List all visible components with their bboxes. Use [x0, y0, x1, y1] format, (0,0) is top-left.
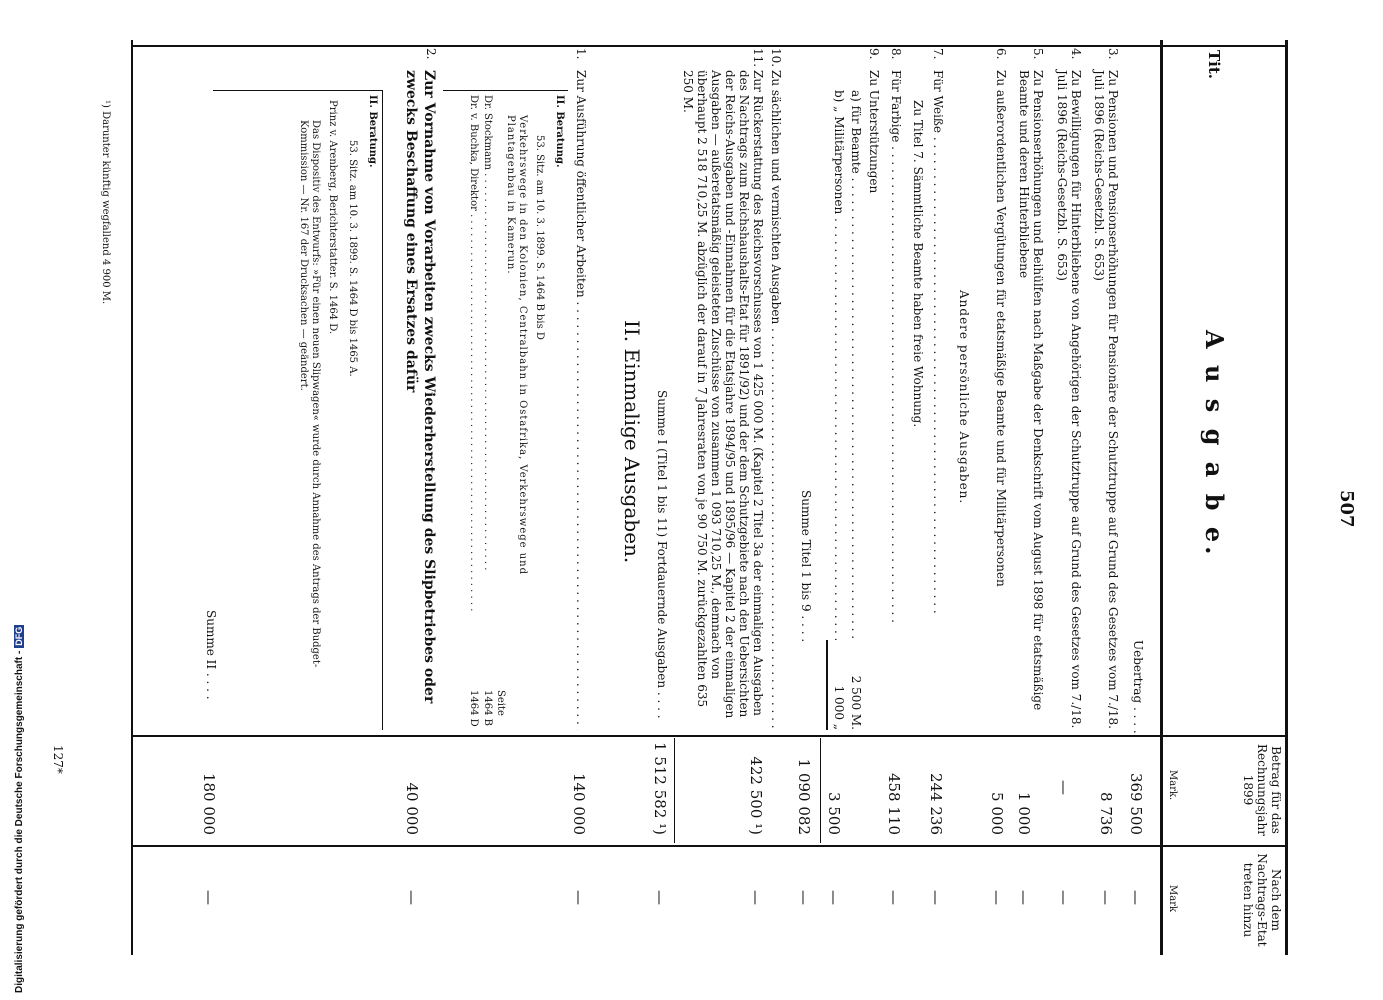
e1-text: Zur Ausführung öffentlicher Arbeiten . . . — [574, 70, 588, 730]
e1-seite: Seite — [495, 690, 506, 716]
row-7-nach: — — [927, 890, 945, 905]
col-nach-header: Nach dem Nachtrags-Etat treten hinzu — [1241, 853, 1283, 947]
table-bottom-rule — [131, 40, 133, 955]
uebertrag-nach: — — [1127, 890, 1145, 905]
row-8-betrag: 458 110 — [885, 772, 903, 835]
e1-topic: Verkehrswege in den Kolonien, Centralbahn in Ostafrika, Verkehrswege und Plantagenbau in Kamerun. — [505, 115, 528, 576]
e1-person-1: Dr. Stockmann . . . — [481, 95, 493, 670]
row-10-nr: 10. — [769, 48, 783, 68]
e2-nach: — — [403, 890, 421, 905]
bottom-mark: 127* — [51, 745, 65, 774]
e2-bracket-top — [382, 90, 383, 730]
row-5-betrag: 1 000 — [1015, 792, 1033, 835]
row-9-betrag: 3 500 — [825, 792, 843, 835]
row-10-text: Zu sächlichen und vermischten Ausgaben . . . — [769, 70, 783, 730]
e1-nr: 1. — [574, 48, 588, 60]
row-9-nach: — — [825, 890, 843, 905]
row-7-betrag: 244 236 — [927, 772, 945, 835]
table-title: A u s g a b e. — [1200, 330, 1229, 559]
row-9b-text: b) „ Militärpersonen . . . — [832, 90, 846, 640]
row-4-betrag: — — [1055, 780, 1073, 795]
col-nach-rule — [133, 845, 1288, 847]
uebertrag-value: 369 500 — [1127, 772, 1145, 835]
uebertrag-label: Uebertrag . . . . — [1131, 640, 1145, 734]
section-other-heading: Andere persönliche Ausgaben. — [957, 290, 971, 505]
row-9-underline — [826, 640, 828, 730]
row-6-text: Zu außerordentlichen Vergütungen für etatsmäßige Beamte und für Militärpersonen — [994, 70, 1008, 587]
row-3-nach: — — [1097, 890, 1115, 905]
row-9-text: Zu Unterstützungen — [867, 70, 881, 194]
row-4-text: Zu Bewilligungen für Hinterbliebene von Angehörigen der Schutztruppe auf Grund des Gesetzes vom 7./18. Juli 1896 (Reichs-Gesetzbl. S. 653) — [1055, 70, 1083, 729]
row-7-note: Zu Titel 7. Sämmtliche Beamte haben freie Wohnung. — [911, 100, 925, 428]
col-betrag-header: Betrag für das Rechnungsjahr 1899 — [1241, 744, 1283, 836]
dfg-logo-icon: DFG — [14, 626, 24, 646]
e2-nr: 2. — [424, 48, 438, 60]
row-5-nr: 5. — [1031, 48, 1045, 60]
section-ii-heading: II. Einmalige Ausgaben. — [620, 320, 644, 564]
e1-bracket — [443, 90, 568, 91]
row-11-text: Zur Rückerstattung des Reichsvorschusses von 1 425 000 M. (Kapitel 2 Titel 3a der einmaligen Ausgaben des Nachtrags zum Reichshaushalts-Etat für 1891/92) und der dem Schutzgebiete nach den Uebersichten der Reichs-Ausgaben und -Einnahmen für die Etatsjahre 1894/95 und 1895/96 — Kapitel 2 der einmaligen Ausgaben — außeretatsmäßig geleisteten Zuschüsse von zusammen 1 093 710,25 M., demnach von überhaupt 2 518 710,25 M. abzüglich der darauf in 7 Jahresraten von je 90 750 M. zurückgezahlten 635 250 M. — [681, 70, 765, 719]
e1-sitz: 53. Sitz. am 10. 3. 1899. S. 1464 B bis D — [534, 135, 545, 340]
row-4-nr: 4. — [1069, 48, 1083, 60]
row-6-nr: 6. — [994, 48, 1008, 60]
row-9a-amount: 2 500 M. — [849, 675, 863, 730]
row-4-nach: — — [1055, 890, 1073, 905]
e1-nach: — — [570, 890, 588, 905]
header-rule — [1160, 40, 1163, 955]
row-3-text: Zu Pensionen und Pensionserhöhungen für Pensionäre der Schutztruppe auf Grund des Gesetzes vom 7./18. Juli 1896 (Reichs-Gesetzbl. S. 653) — [1092, 70, 1120, 729]
row-11-nr: 11. — [751, 48, 765, 68]
e2-note: Das Dispositiv des Entwurfs: »Für einen neuen Slipwagen« wurde durch Annahme des Antrags der Budget-Kommission — Nr. 167 der Drucksachen — geändert. — [298, 120, 321, 668]
col-nach-unit: Mark — [1167, 885, 1178, 913]
col-tit-rule — [133, 45, 1288, 47]
row-3-nr: 3. — [1106, 48, 1120, 60]
summe-i-value: 1 512 582 ¹) — [651, 742, 669, 835]
table-top-rule — [1285, 40, 1288, 955]
row-7-nr: 7. — [931, 48, 945, 60]
row-6-betrag: 5 000 — [988, 792, 1006, 835]
row-9-nr: 9. — [867, 48, 881, 60]
row-5-text: Zu Pensionserhöhungen und Beihülfen nach Maßgabe der Denkschrift vom August 1898 für etatsmäßige Beamte und deren Hinterbliebene — [1017, 70, 1045, 711]
summe-titel-label: Summe Titel 1 bis 9 . . . . — [799, 490, 813, 643]
row-8-text: Für Farbige . . . — [889, 70, 903, 730]
row-3-betrag: 8 736 — [1097, 792, 1115, 835]
row-11-betrag: 422 500 ¹) — [747, 756, 765, 835]
e1-person-2-page: 1464 D — [468, 690, 479, 727]
row-9b-amount: 1 000 „ — [832, 685, 846, 730]
e1-beratung: II. Beratung. — [554, 95, 565, 168]
e2-bracket — [213, 90, 383, 91]
summe-titel-value: 1 090 082 — [795, 758, 813, 835]
e1-betrag: 140 000 — [570, 772, 588, 835]
page-number: 507 — [1336, 490, 1357, 528]
e1-person-1-page: 1464 B — [482, 690, 493, 726]
summe-titel-nach: — — [795, 890, 813, 905]
e1-person-2: Dr. v. Buchka, Direktor . . . — [467, 95, 479, 670]
summe-ii-label: Summe II . . . . — [204, 610, 218, 700]
footnote: ¹) Darunter künftig wegfallend 4 900 M. — [100, 100, 111, 305]
row-8-nach: — — [885, 890, 903, 905]
row-7-text: Für Weiße . . . — [931, 70, 945, 730]
e2-beratung: II. Beratung. — [367, 95, 378, 168]
subtotal-rule — [820, 738, 821, 843]
row-8-nr: 8. — [889, 48, 903, 60]
row-6-nach: — — [988, 890, 1006, 905]
side-attribution: Digitalisierung gefördert durch die Deutsche Forschungsgemeinschaft -DFG — [14, 626, 25, 993]
summe-i-label: Summe I (Titel 1 bis 11) Fortdauernde Ausgaben . . . . — [655, 390, 669, 719]
summe-ii-nach: — — [200, 890, 218, 905]
row-5-nach: — — [1015, 890, 1033, 905]
col-betrag-unit: Mark. — [1167, 770, 1178, 801]
row-11-nach: — — [747, 890, 765, 905]
col-betrag-rule — [133, 735, 1288, 737]
e2-person: Prinz v. Arenberg, Berichterstatter. S. 1464 D. — [327, 100, 338, 335]
col-tit-header: Tit. — [1205, 50, 1223, 80]
summe-ii-value: 180 000 — [200, 772, 218, 835]
summe-i-rule — [674, 738, 675, 843]
e2-text: Zur Vornahme von Vorarbeiten zwecks Wiederherstellung des Slipbetriebes oder zwecks Beschaffung eines Ersatzes dafür — [403, 70, 437, 704]
e2-sitz: 53. Sitz. am 10. 3. 1899. S. 1464 D bis 1465 A. — [347, 140, 358, 377]
row-9a-text: a) für Beamte . . . — [849, 90, 863, 640]
e2-betrag: 40 000 — [403, 782, 421, 835]
summe-i-nach: — — [651, 890, 669, 905]
